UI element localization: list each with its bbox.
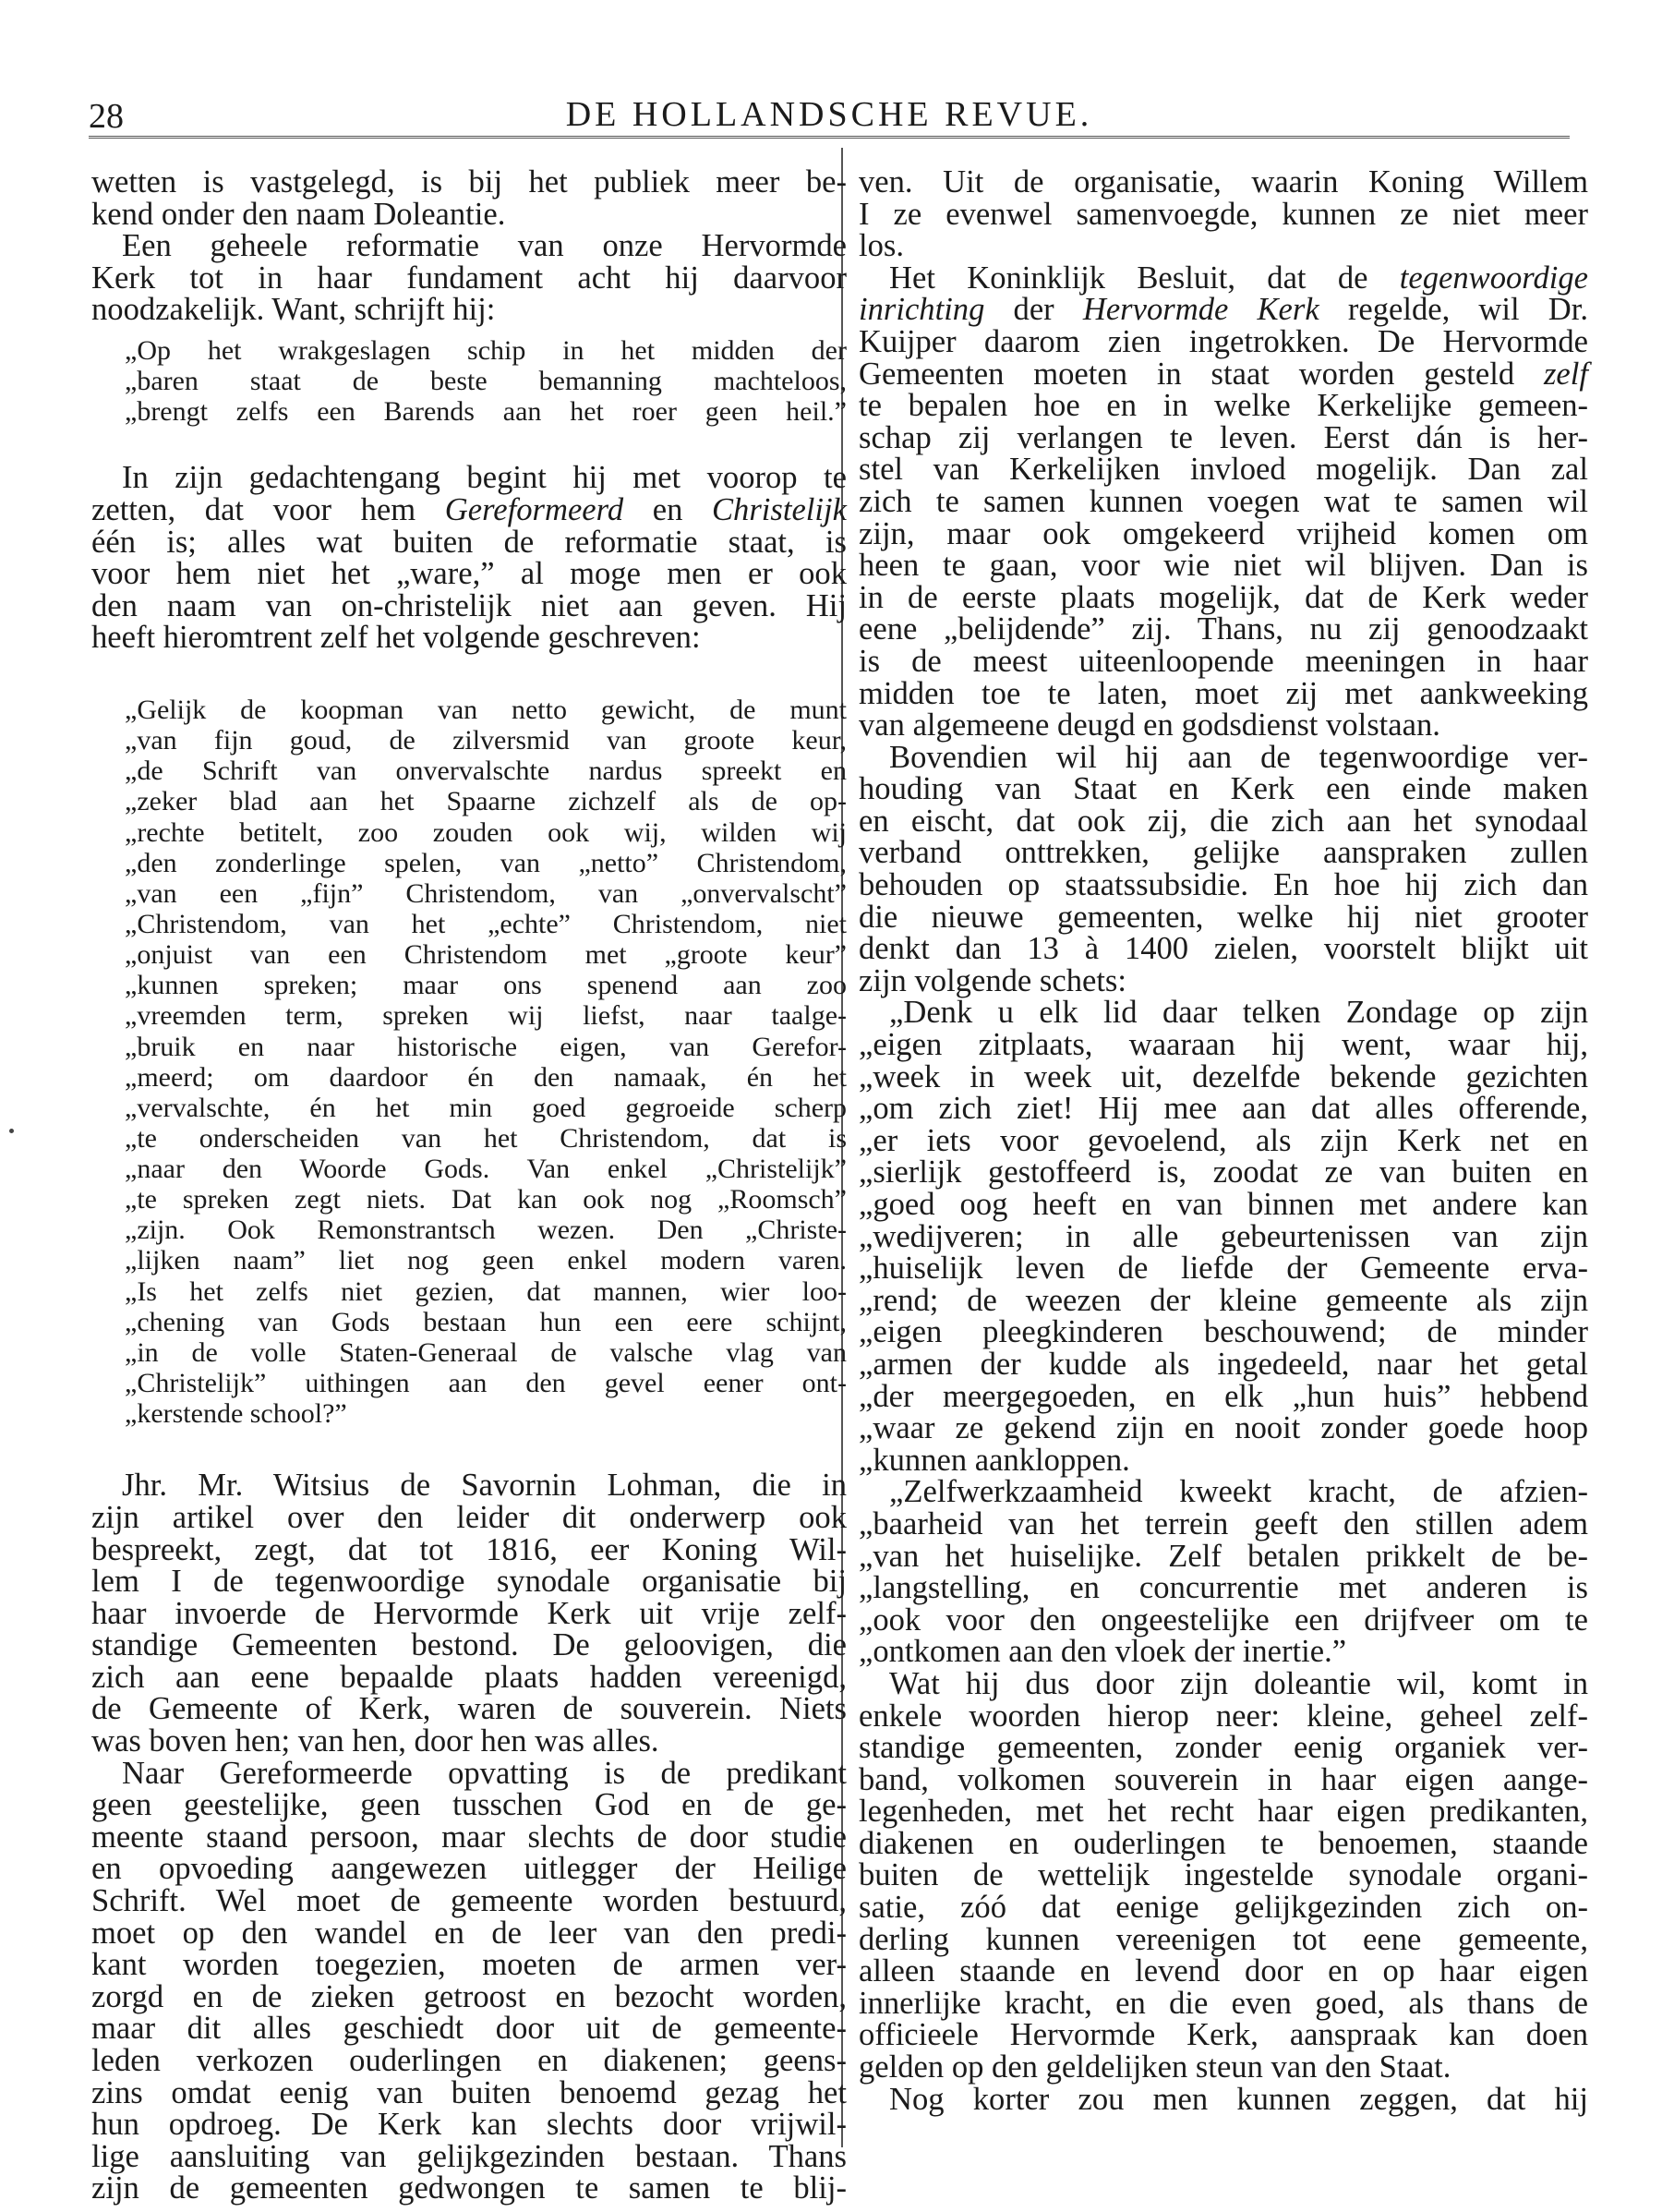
text-line: Het Koninklijk Besluit, dat de tegenwoordige	[889, 260, 1588, 296]
quote-line: „vreemden term, spreken wij liefst, naar taalge-	[125, 1000, 847, 1032]
paragraph	[859, 1665, 1588, 2085]
text-line: I ze evenwel samenvoegde, kunnen ze niet meer	[859, 196, 1588, 232]
text-line: „eigen pleegkinderen beschouwend; de minder	[859, 1314, 1588, 1350]
right-column	[859, 166, 1588, 2124]
paragraph	[859, 739, 1588, 998]
text-line: in de eerste plaats mogelijk, dat de Kerk weder	[859, 579, 1588, 615]
text-line: standige gemeenten, zonder eenig organiek ver-	[859, 1730, 1588, 1766]
paragraph	[91, 462, 847, 654]
paragraph	[91, 1469, 847, 1757]
quote-line: „den zonderlinge spelen, van „netto” Christendom,	[125, 847, 847, 878]
paragraph	[859, 262, 1588, 742]
paragraph	[859, 2081, 1588, 2117]
text-line: heen te gaan, voor wie niet wil blijven. Dan is	[859, 548, 1588, 584]
text-line: zich aan eene bepaalde plaats hadden vereenigd,	[91, 1659, 847, 1695]
block-quote	[91, 335, 847, 427]
text-line: houding van Staat en Kerk een einde maken	[859, 771, 1588, 807]
text-line: denkt dan 13 à 1400 zielen, voorstelt blijkt uit	[859, 931, 1588, 967]
text-line: Gemeenten moeten in staat worden gesteld zelf	[859, 356, 1588, 392]
text-line: buiten de wettelijk ingestelde synodale organi-	[859, 1857, 1588, 1893]
text-line: „armen der kudde als ingedeeld, naar het getal	[859, 1346, 1588, 1382]
text-line: legenheden, met het recht haar eigen predikanten,	[859, 1794, 1588, 1830]
text-line: zijn, maar ook omgekeerd vrijheid komen om	[859, 515, 1588, 551]
text-line: „langstelling, en concurrentie met anderen is	[859, 1570, 1588, 1606]
text-line: „ook voor den ongeestelijke een drijfveer om te	[859, 1602, 1588, 1638]
paragraph	[91, 1755, 847, 2206]
text-line: is de meest uiteenloopende meeningen in haar	[859, 643, 1588, 679]
text-line: Schrift. Wel moet de gemeente worden bestuurd,	[91, 1883, 847, 1919]
text-line: satie, zóó dat eenige gelijkgezinden zich on-	[859, 1890, 1588, 1926]
running-title: DE HOLLANDSCHE REVUE.	[565, 95, 1093, 134]
text-line: moet op den wandel en de leer van den predi-	[91, 1915, 847, 1951]
text-line: gelden op den geldelijken steun van den Staat.	[859, 2049, 1451, 2085]
quote-line: „onjuist van een Christendom met „groote keur”	[125, 939, 847, 971]
italic-term: tegenwoordige	[1399, 260, 1588, 296]
text-line: wetten is vastgelegd, is bij het publiek meer be-	[91, 164, 847, 199]
text-line: zetten, dat voor hem Gereformeerd en Christelijk	[91, 491, 847, 527]
quote-line: „rechte betitelt, zoo zouden ook wij, wilden wij	[125, 816, 847, 848]
text-line: „Zelfwerkzaamheid kweekt kracht, de afzien-	[889, 1474, 1588, 1510]
text-line: zijn volgende schets:	[859, 962, 1126, 998]
text-line: Naar Gereformeerde opvatting is de predikant	[122, 1755, 847, 1791]
text-line: te bepalen hoe en in welke Kerkelijke gemeen-	[859, 388, 1588, 424]
text-line: los.	[859, 228, 904, 264]
quote-line: „kunnen spreken; maar ons spenend aan zoo	[125, 970, 847, 1001]
text-line: stel van Kerkelijken invloed mogelijk. Dan zal	[859, 452, 1588, 488]
text-line: zijn artikel over den leider dit onderwerp ook	[91, 1499, 847, 1535]
text-line: officieele Hervormde Kerk, aanspraak kan doen	[859, 2017, 1588, 2053]
text-line: de Gemeente of Kerk, waren de souverein. Niets	[91, 1691, 847, 1727]
text-line: innerlijke kracht, en die even goed, als thans de	[859, 1985, 1588, 2021]
quote-line: „kerstende school?”	[125, 1398, 347, 1430]
italic-term: Gereformeerd	[444, 491, 624, 527]
text-line: „wedijveren; in alle gebeurtenissen van zijn	[859, 1218, 1588, 1254]
quote-line: „zeker blad aan het Spaarne zichzelf als de op-	[125, 786, 847, 817]
text-line: alleen staande en levend door en op haar eigen	[859, 1953, 1588, 1989]
text-line: zorgd en de zieken getroost en bezocht worden,	[91, 1978, 847, 2014]
italic-term: Christelijk	[711, 491, 847, 527]
text-line: zijn de gemeenten gedwongen te samen te blij-	[91, 2170, 847, 2206]
text-line: „waar ze gekend zijn en nooit zonder goede hoop	[859, 1410, 1588, 1446]
text-line: diakenen en ouderlingen te benoemen, staande	[859, 1825, 1588, 1861]
italic-term: Hervormde Kerk	[1082, 292, 1319, 328]
text-line: „kunnen aankloppen.	[859, 1442, 1130, 1478]
page-number: 28	[89, 97, 124, 136]
quote-line: „vervalschte, én het min goed gegroeide scherp	[125, 1092, 847, 1123]
paragraph	[91, 230, 847, 326]
quote-line: „baren staat de beste bemanning machteloos,	[125, 366, 847, 397]
text-line: zich te samen kunnen voegen wat te samen wil	[859, 483, 1588, 519]
quote-line: „van een „fijn” Christendom, van „onvervalscht”	[125, 877, 847, 909]
text-line: één is; alles wat buiten de reformatie staat, is	[91, 524, 847, 560]
text-line: „week in week uit, dezelfde bekende gezichten	[859, 1058, 1588, 1094]
text-line: Kuijper daarom zien ingetrokken. De Hervormde	[859, 323, 1588, 359]
text-line: In zijn gedachtengang begint hij met voorop te	[122, 460, 847, 496]
text-line: „Denk u elk lid daar telken Zondage op zijn	[889, 995, 1588, 1031]
text-line: „goed oog heeft en van binnen met andere kan	[859, 1187, 1588, 1222]
text-line: eene „belijdende” zij. Thans, nu zij genoodzaakt	[859, 611, 1588, 647]
italic-term: zelf	[1543, 356, 1588, 392]
text-line: heeft hieromtrent zelf het volgende geschreven:	[91, 620, 701, 656]
quote-line: „de Schrift van onvervalschte nardus spreekt en	[125, 755, 847, 787]
text-line: „rend; de weezen der kleine gemeente als zijn	[859, 1282, 1588, 1318]
quote-line: „van fijn goud, de zilversmid van groote keur,	[125, 725, 847, 756]
text-line: van algemeene deugd en godsdienst volstaan.	[859, 707, 1440, 743]
text-line: „ontkomen aan den vloek der inertie.”	[859, 1634, 1347, 1670]
quote-line: „Is het zelfs niet gezien, dat mannen, wier loo-	[125, 1275, 847, 1307]
quote-line: „bruik en naar historische eigen, van Gerefor-	[125, 1031, 847, 1062]
text-line: haar invoerde de Hervormde Kerk uit vrije zelf-	[91, 1595, 847, 1631]
text-line: maar dit alles geschiedt door uit de gemeente-	[91, 2011, 847, 2047]
text-line: leden verkozen ouderlingen en diakenen; geens-	[91, 2043, 847, 2079]
text-line: zins omdat eenig van buiten benoemd gezag het	[91, 2074, 847, 2110]
quote-line: „naar den Woorde Gods. Van enkel „Christelijk”	[125, 1154, 847, 1185]
left-column	[91, 164, 847, 2206]
print-speck	[9, 1129, 14, 1133]
text-line: behouden op staatssubsidie. En hoe hij zich dan	[859, 867, 1588, 903]
text-line: „om zich ziet! Hij mee aan dat alles offerende,	[859, 1091, 1588, 1127]
quote-line: „Op het wrakgeslagen schip in het midden der	[125, 334, 847, 366]
quote-line: „zijn. Ook Remonstrantsch wezen. Den „Christe-	[125, 1215, 847, 1246]
text-line: hun opdroeg. De Kerk kan slechts door vrijwil-	[91, 2107, 847, 2143]
text-line: inrichting der Hervormde Kerk regelde, wil Dr.	[859, 292, 1588, 328]
quote-line: „Christendom, van het „echte” Christendom, niet	[125, 908, 847, 939]
text-line: bespreekt, zegt, dat tot 1816, eer Koning Wil-	[91, 1531, 847, 1567]
quote-line: „Christelijk” uithingen aan den gevel eener ont-	[125, 1368, 847, 1399]
block-quote	[91, 695, 847, 1429]
quote-line: „meerd; om daardoor én den namaak, én het	[125, 1061, 847, 1093]
text-line: derling kunnen vereenigen tot eene gemeente,	[859, 1921, 1588, 1957]
text-line: Wat hij dus door zijn doleantie wil, komt in	[889, 1665, 1588, 1701]
quote-line: „in de volle Staten-Generaal de valsche vlag van	[125, 1336, 847, 1368]
text-line: den naam van on-christelijk niet aan geven. Hij	[91, 587, 847, 623]
quote-line: „te spreken zegt niets. Dat kan ook nog „Roomsch”	[125, 1184, 847, 1215]
text-line: kant worden toegezien, moeten de armen ver-	[91, 1947, 847, 1983]
text-line: „sierlijk gestoffeerd is, zoodat ze van buiten en	[859, 1154, 1588, 1191]
text-line: schap zij verlangen te leven. Eerst dán is her-	[859, 419, 1588, 455]
text-line: Jhr. Mr. Witsius de Savornin Lohman, die in	[122, 1468, 847, 1504]
text-line: standige Gemeenten bestond. De geloovigen, die	[91, 1627, 847, 1663]
text-line: kend onder den naam Doleantie.	[91, 196, 506, 232]
text-line: band, volkomen souverein in haar eigen aange-	[859, 1761, 1588, 1797]
text-line: voor hem niet het „ware,” al moge men er ook	[91, 556, 847, 592]
paragraph	[859, 166, 1588, 262]
text-line: „baarheid van het terrein geeft den stillen adem	[859, 1505, 1588, 1541]
text-line: en opvoeding aangewezen uitlegger der Heilige	[91, 1851, 847, 1887]
quote-line: „lijken naam” liet nog geen enkel modern varen.	[125, 1245, 847, 1276]
text-line: „er iets voor gevoelend, als zijn Kerk net en	[859, 1122, 1588, 1158]
text-line: „der meergegoeden, en elk „hun huis” hebbend	[859, 1378, 1588, 1414]
text-line: Kerk tot in haar fundament acht hij daarvoor	[91, 260, 847, 296]
text-line: was boven hen; van hen, door hen was alles.	[91, 1723, 659, 1759]
quote-line: „brengt zelfs een Barends aan het roer geen heil.”	[125, 396, 847, 428]
text-line: Een geheele reformatie van onze Hervormde	[122, 228, 847, 264]
text-line: die nieuwe gemeenten, welke hij niet grooter	[859, 899, 1588, 935]
text-line: enkele woorden hierop neer: kleine, geheel zelf-	[859, 1698, 1588, 1734]
paragraph	[859, 997, 1588, 1476]
text-line: lige aansluiting van gelijkgezinden bestaan. Thans	[91, 2138, 847, 2174]
text-line: Bovendien wil hij aan de tegenwoordige ver-	[889, 739, 1588, 775]
text-line: „van het huiselijke. Zelf betalen prikkelt de be-	[859, 1538, 1588, 1574]
paragraph	[859, 1476, 1588, 1668]
header-rule	[89, 136, 1570, 139]
text-line: meente staand persoon, maar slechts de door studie	[91, 1819, 847, 1855]
quote-line: „te onderscheiden van het Christendom, dat is	[125, 1122, 847, 1154]
text-line: „eigen zitplaats, waaraan hij went, waar hij,	[859, 1027, 1588, 1063]
text-line: noodzakelijk. Want, schrijft hij:	[91, 292, 496, 328]
text-line: ven. Uit de organisatie, waarin Koning Willem	[859, 164, 1588, 199]
text-line: „huiselijk leven de liefde der Gemeente erva-	[859, 1251, 1588, 1287]
paragraph	[91, 166, 847, 230]
text-line: verband onttrekken, gelijke aanspraken zullen	[859, 835, 1588, 871]
text-line: lem I de tegenwoordige synodale organisatie bij	[91, 1564, 847, 1600]
page-header	[89, 85, 1570, 140]
quote-line: „Gelijk de koopman van netto gewicht, de munt	[125, 694, 847, 725]
text-line: en eischt, dat ook zij, die zich aan het synodaal	[859, 803, 1588, 839]
italic-term: inrichting	[859, 292, 985, 328]
text-line: Nog korter zou men kunnen zeggen, dat hij	[889, 2081, 1588, 2117]
text-line: geen geestelijke, geen tusschen God en de ge-	[91, 1787, 847, 1823]
quote-line: „chening van Gods bestaan hun een eere schijnt,	[125, 1306, 847, 1337]
text-line: midden toe te laten, moet zij met aankweeking	[859, 675, 1588, 711]
